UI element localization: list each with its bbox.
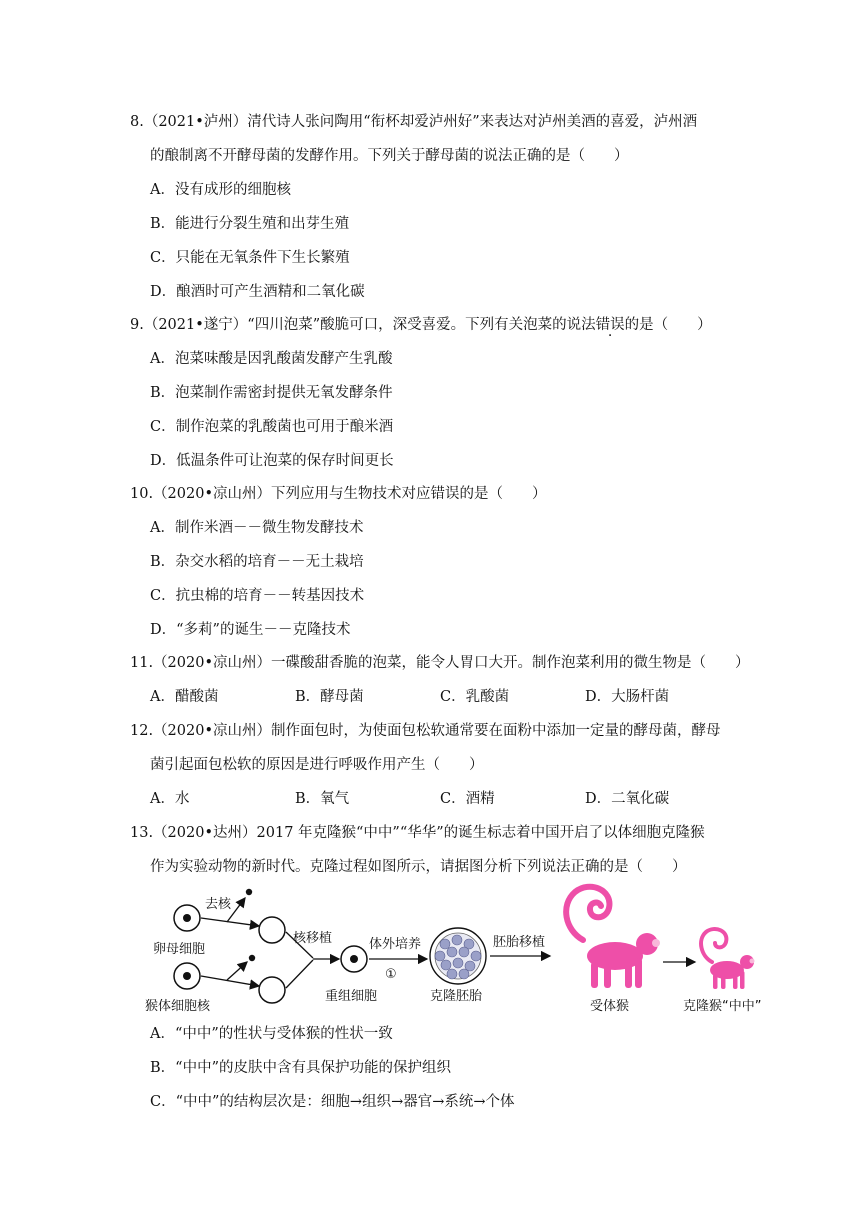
question-13-line-1: 13.（2020•达州）2017 年克隆猴“中中”“华华”的诞生标志着中国开启了以体细胞克隆猴 (130, 825, 705, 841)
question-12-option-d: D．二氧化碳 (585, 791, 670, 807)
remove-nucleus-label: 去核 (205, 897, 232, 912)
question-11-option-b: B．酵母菌 (295, 689, 364, 705)
question-8-option-a: A．没有成形的细胞核 (150, 182, 291, 198)
question-11-option-c: C．乳酸菌 (440, 689, 510, 705)
question-12-option-c: C．酒精 (440, 791, 495, 807)
monkey-nucleus-label: 猴体细胞核 (145, 999, 211, 1014)
arrow-icon (201, 918, 259, 926)
egg-cell-label: 卵母细胞 (153, 942, 206, 957)
recombined-cell-label: 重组细胞 (325, 989, 378, 1004)
question-10-option-c: C．抗虫棉的培育－－转基因技术 (150, 588, 365, 604)
question-9-text-post: 的是（ ） (624, 317, 712, 333)
question-13-option-b: B．“中中”的皮肤中含有具保护功能的保护组织 (150, 1060, 451, 1076)
question-13-option-c: C．“中中”的结构层次是：细胞→组织→器官→系统→个体 (150, 1094, 515, 1110)
nucleus-dot-icon (249, 955, 255, 961)
clone-monkey-label: 克隆猴“中中” (683, 999, 762, 1014)
question-9-emphasis: 错误 (595, 317, 625, 333)
question-8-option-c: C．只能在无氧条件下生长繁殖 (150, 250, 350, 266)
question-12-line-2: 菌引起面包松软的原因是进行呼吸作用产生（ ） (150, 757, 484, 773)
embryo-transfer-label: 胚胎移植 (493, 935, 546, 950)
monkey-cell-icon (174, 963, 200, 989)
question-10-option-a: A．制作米酒－－微生物发酵技术 (150, 520, 364, 536)
question-11-option-a: A．醋酸菌 (150, 689, 219, 705)
question-8-line-2: 的酿制离不开酵母菌的发酵作用。下列关于酵母菌的说法正确的是（ ） (150, 148, 629, 164)
question-8-option-b: B．能进行分裂生殖和出芽生殖 (150, 216, 350, 232)
question-10-option-d: D．“多莉”的诞生－－克隆技术 (150, 622, 351, 638)
step-number-label: ① (385, 967, 397, 982)
question-12-option-b: B．氧气 (295, 791, 350, 807)
cloning-process-figure (135, 870, 785, 1020)
question-9-option-b: B．泡菜制作需密封提供无氧发酵条件 (150, 385, 393, 401)
arrow-icon (227, 962, 247, 980)
recipient-monkey-icon (566, 887, 660, 988)
question-9-option-d: D．低温条件可让泡菜的保存时间更长 (150, 453, 394, 469)
question-12-option-a: A．水 (150, 791, 190, 807)
question-8-line-1: 8.（2021•泸州）清代诗人张问陶用“衔杯却爱泸州好”来表达对泸州美酒的喜爱，泸州酒 (130, 114, 698, 130)
question-10-line-1: 10.（2020•凉山州）下列应用与生物技术对应错误的是（ ） (130, 486, 547, 502)
question-8-option-d: D．酿酒时可产生酒精和二氧化碳 (150, 284, 365, 300)
clone-embryo-label: 克隆胚胎 (430, 989, 483, 1004)
question-9-text-pre: 9.（2021•遂宁）“四川泡菜”酸脆可口，深受喜爱。下列有关泡菜的说法 (130, 317, 596, 333)
egg-cell-icon (174, 905, 200, 931)
recipient-monkey-label: 受体猴 (590, 999, 630, 1014)
question-12-line-1: 12.（2020•凉山州）制作面包时，为使面包松软通常要在面粉中添加一定量的酵母菌，酵母 (130, 723, 721, 739)
merge-line (286, 960, 313, 988)
question-11-line-1: 11.（2020•凉山州）一碟酸甜香脆的泡菜，能令人胃口大开。制作泡菜利用的微生物是（ ） (130, 655, 750, 671)
question-9-option-a: A．泡菜味酸是因乳酸菌发酵产生乳酸 (150, 351, 393, 367)
clone-monkey-icon (701, 929, 754, 989)
nuclear-transfer-label: 核移植 (293, 931, 333, 946)
somatic-cell-icon (259, 977, 285, 1003)
enucleated-egg-icon (259, 917, 285, 943)
question-9-option-c: C．制作泡菜的乳酸菌也可用于酿米酒 (150, 419, 394, 435)
removed-nucleus-icon (246, 889, 252, 895)
question-9-line-1 (130, 315, 730, 335)
question-11-option-d: D．大肠杆菌 (585, 689, 670, 705)
question-13-option-a: A．“中中”的性状与受体猴的性状一致 (150, 1026, 393, 1042)
question-12-options (150, 789, 730, 809)
question-13-line-2: 作为实验动物的新时代。克隆过程如图所示，请据图分析下列说法正确的是（ ） (150, 859, 687, 875)
question-10-option-b: B．杂交水稻的培育－－无土栽培 (150, 554, 364, 570)
in-vitro-culture-label: 体外培养 (369, 937, 422, 952)
recombined-cell-icon (341, 946, 367, 972)
question-11-options (150, 687, 730, 707)
clone-embryo-icon (430, 928, 486, 984)
